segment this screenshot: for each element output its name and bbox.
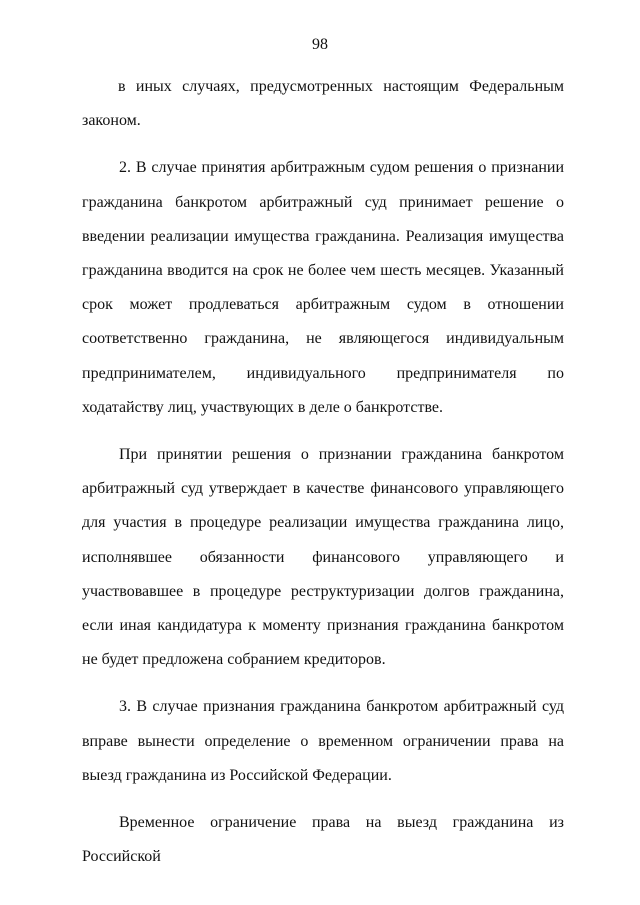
- document-body: [82, 70, 564, 887]
- paragraph-travel-restriction: Временное ограничение права на выезд гражданина из Российской: [82, 814, 564, 866]
- paragraph-clause-3: 3. В случае признания гражданина банкротом арбитражный суд вправе вынести определение о временном ограничении права на выезд гражданина из Российской Федерации.: [82, 698, 564, 784]
- page-number: 98: [312, 36, 328, 53]
- paragraph-clause-2: 2. В случае принятия арбитражным судом решения о признании гражданина банкротом арбитражный суд принимает решение о введении реализации имущества гражданина. Реализация имущества гражданина вводится на срок не более чем шесть месяцев. Указанный срок может продлеваться арбитражным судом в отношении соответственно гражданина, не являющегося индивидуальным предпринимателем, индивидуального предпринимателя по ходатайству лиц, участвующих в деле о банкротстве.: [82, 159, 564, 416]
- paragraph-continuation: в иных случаях, предусмотренных настоящим Федеральным законом.: [82, 78, 564, 130]
- paragraph-financial-manager: При принятии решения о признании гражданина банкротом арбитражный суд утверждает в качестве финансового управляющего для участия в процедуре реализации имущества гражданина лицо, исполнявшее обязанности финансового управляющего и участвовавшее в процедуре реструктуризации долгов гражданина, если иная кандидатура к моменту признания гражданина банкротом не будет предложена собранием кредиторов.: [82, 446, 564, 669]
